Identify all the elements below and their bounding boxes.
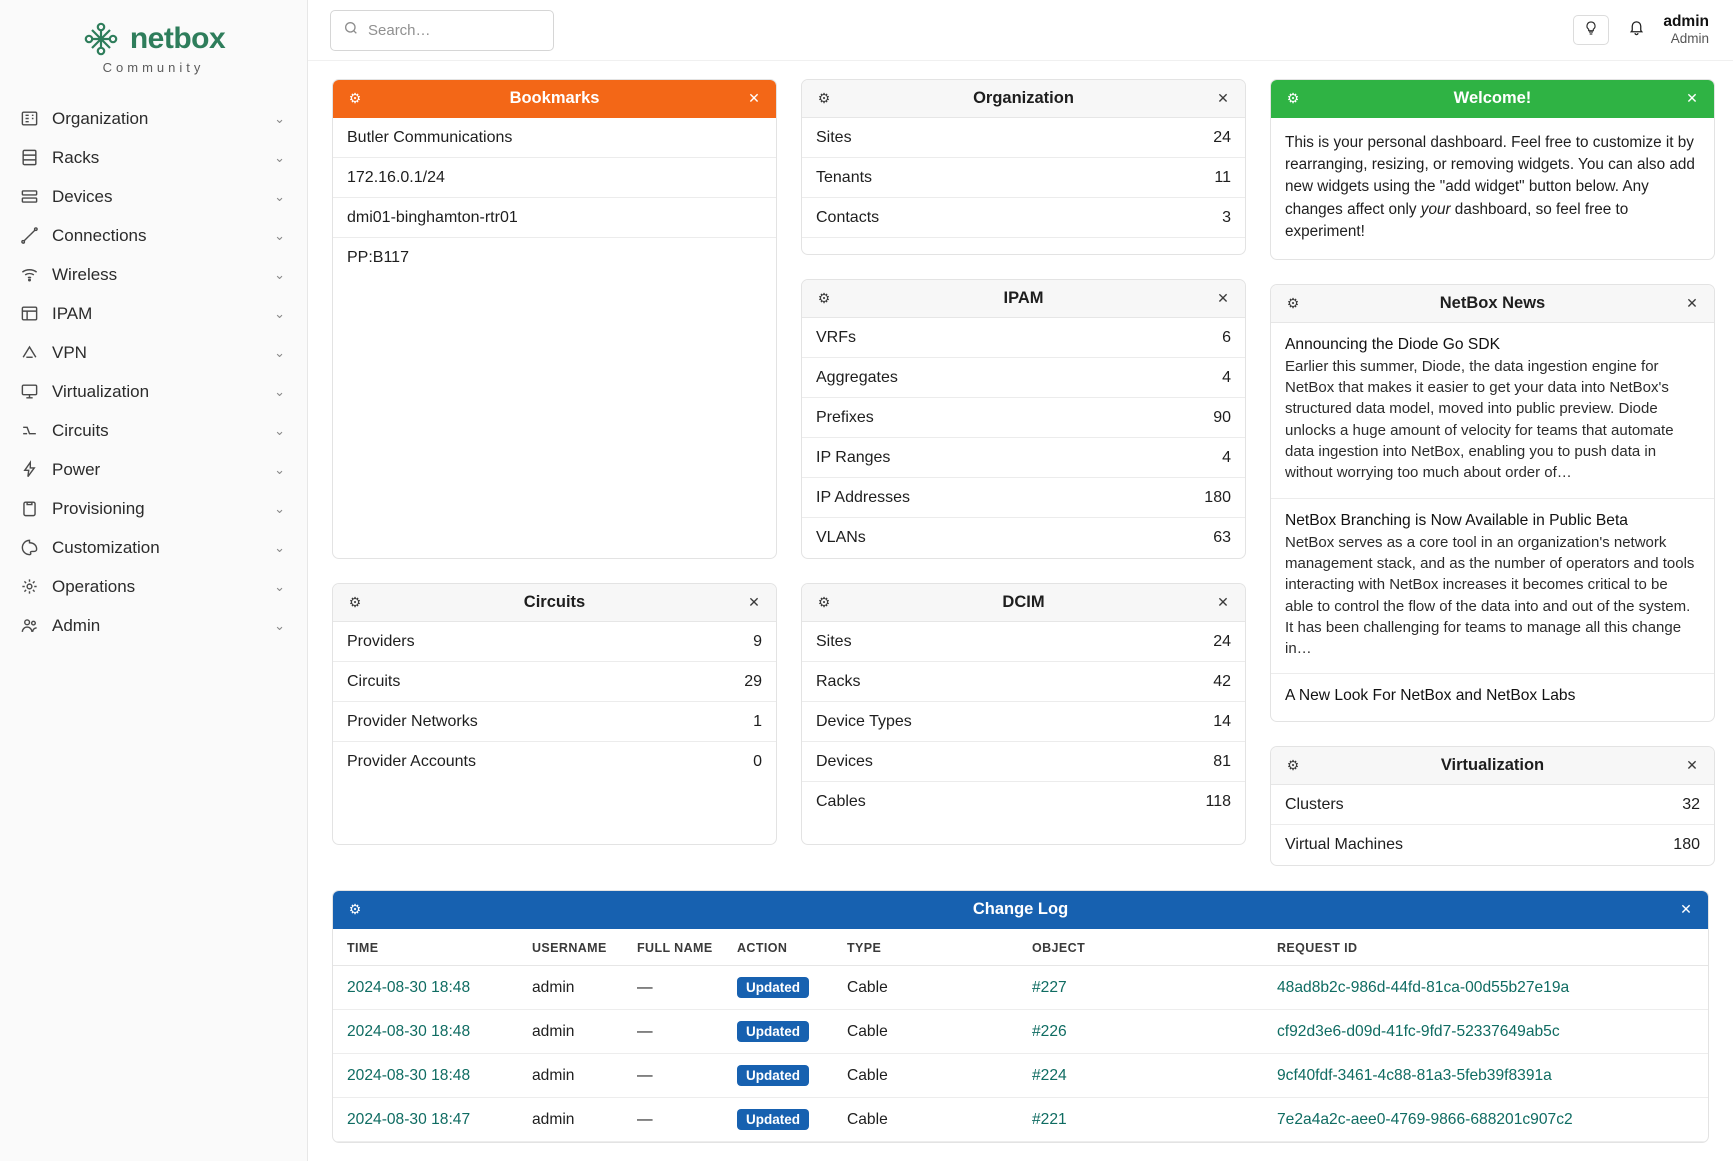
news-title: Announcing the Diode Go SDK [1285,335,1500,353]
widget-welcome [1270,79,1715,260]
topbar-right [1573,12,1709,48]
gear-icon[interactable]: ⚙ [348,90,362,106]
stat-label: Sites [816,632,852,650]
changelog-request-id-link[interactable]: 7e2a4a2c-aee0-4769-9866-688201c907c2 [1277,1110,1573,1128]
widget-header [802,80,1245,118]
list-item[interactable] [802,518,1245,558]
stat-label: IP Addresses [816,488,910,506]
sidebar-item-operations[interactable] [0,567,307,606]
widget-body [802,118,1245,254]
widget-header [333,584,776,622]
brand[interactable] [0,8,307,93]
list-item[interactable] [802,438,1245,478]
changelog-type: Cable [833,1054,1018,1098]
user-name: admin [1663,12,1709,30]
stat-label: Tenants [816,168,873,186]
changelog-type: Cable [833,1010,1018,1054]
widget-body [333,622,776,782]
sidebar-item-label: VPN [52,342,87,362]
stat-label: Provider Networks [347,712,478,730]
widget-organization [801,79,1246,255]
close-icon[interactable]: ✕ [748,594,760,610]
widget-title: IPAM [1003,289,1044,307]
stat-value: 3 [1222,208,1231,226]
news-item[interactable] [1271,499,1714,675]
list-item[interactable] [802,742,1245,782]
search-input[interactable] [368,22,541,39]
welcome-text-emphasis: your [1420,200,1451,218]
bookmark-label: 172.16.0.1/24 [347,168,445,186]
widget-body [1271,785,1714,865]
changelog-time-link[interactable]: 2024-08-30 18:48 [347,978,471,996]
server-icon [20,187,46,207]
stat-value: 4 [1222,448,1231,466]
spacer [802,238,1245,254]
stat-value: 0 [753,753,762,770]
chevron-down-icon: ⌄ [274,578,285,594]
list-item[interactable] [802,662,1245,702]
stat-label: Provider Accounts [347,753,476,770]
changelog-username: admin [518,966,623,1010]
list-item[interactable] [802,782,1245,822]
widget-netbox-news [1270,284,1715,723]
stat-value: 42 [1213,672,1231,690]
chevron-down-icon: ⌄ [274,188,285,204]
list-item[interactable] [802,118,1245,158]
column-username: USERNAME [518,929,623,966]
sidebar-item-admin[interactable] [0,606,307,645]
table-row[interactable] [333,1098,1708,1142]
chevron-down-icon: ⌄ [274,266,285,282]
changelog-username: admin [518,1010,623,1054]
bookmark-label: PP:B117 [347,249,409,266]
changelog-type: Cable [833,966,1018,1010]
sidebar-item-ipam[interactable] [0,294,307,333]
changelog-fullname: — [623,1098,723,1142]
column-request-id: REQUEST ID [1263,929,1708,966]
users-icon [20,616,46,636]
table-header [333,929,1708,966]
list-item[interactable] [802,158,1245,198]
stat-label: Aggregates [816,368,898,386]
stat-label: VRFs [816,328,856,346]
chevron-down-icon: ⌄ [274,344,285,360]
list-item[interactable] [802,358,1245,398]
stat-value: 90 [1213,408,1231,426]
stat-value: 180 [1673,836,1700,854]
stat-label: Racks [816,672,861,690]
table-row[interactable] [333,966,1708,1010]
column-action: ACTION [723,929,833,966]
close-icon[interactable]: ✕ [1217,290,1229,306]
stat-value: 6 [1222,328,1231,346]
widget-title: Change Log [972,900,1069,919]
palette-icon [20,538,46,558]
changelog-object-link[interactable]: #227 [1032,978,1067,996]
list-item[interactable] [333,118,776,158]
news-title: NetBox Branching is Now Available in Public Beta [1285,511,1628,529]
sidebar-nav [0,99,307,645]
stat-value: 63 [1213,529,1231,546]
table-row[interactable] [333,1010,1708,1054]
list-item[interactable] [333,742,776,782]
list-item[interactable] [802,198,1245,238]
netbox-logo-icon [82,20,120,58]
chevron-down-icon: ⌄ [274,110,285,126]
sidebar-item-label: Wireless [52,264,118,284]
stat-value: 9 [753,632,762,650]
stat-label: IP Ranges [816,448,891,466]
sidebar-item-label: Virtualization [52,381,150,401]
changelog-object-link[interactable]: #221 [1032,1110,1067,1128]
list-item[interactable] [802,398,1245,438]
list-item[interactable] [1271,825,1714,865]
chevron-down-icon: ⌄ [274,422,285,438]
list-item[interactable] [333,702,776,742]
sidebar-item-label: Operations [52,576,136,596]
column-fullname: FULL NAME [623,929,723,966]
stat-label: VLANs [816,529,866,546]
list-item[interactable] [333,158,776,198]
close-icon[interactable]: ✕ [1217,594,1229,610]
changelog-time-link[interactable]: 2024-08-30 18:47 [347,1110,471,1128]
widget-circuits [332,583,777,845]
sidebar-item-wireless[interactable] [0,255,307,294]
close-icon[interactable]: ✕ [1217,90,1229,106]
bookmark-label: Butler Communications [347,128,513,146]
sidebar-item-power[interactable] [0,450,307,489]
dashboard [308,61,1733,866]
changelog-object-link[interactable]: #226 [1032,1022,1067,1040]
list-item[interactable] [333,198,776,238]
list-item[interactable] [802,478,1245,518]
welcome-text-part1: This is your personal dashboard. Feel free to customize it by rearranging, resizing, or removing widgets. You can also add new widgets using the "add widget" button below. Any changes affect only [1285,134,1695,218]
dashboard-column-2 [801,79,1246,866]
stat-label: Circuits [347,672,401,690]
sidebar-item-label: Customization [52,537,160,557]
chevron-down-icon: ⌄ [274,539,285,555]
chevron-down-icon: ⌄ [274,461,285,477]
widget-title: NetBox News [1439,293,1546,312]
gear-icon[interactable]: ⚙ [817,90,831,106]
stat-label: Providers [347,632,415,650]
stat-value: 29 [744,672,762,690]
stat-value: 118 [1205,793,1231,810]
sidebar-item-connections[interactable] [0,216,307,255]
list-item[interactable] [802,702,1245,742]
widget-body [802,318,1245,558]
close-icon[interactable]: ✕ [1680,901,1692,918]
notifications-button[interactable] [1623,16,1649,44]
dashboard-column-1 [332,79,777,866]
widget-title: Bookmarks [509,89,600,107]
changelog-fullname: — [623,1054,723,1098]
column-object: OBJECT [1018,929,1263,966]
table-header-row [333,929,1708,966]
stat-label: Device Types [816,712,912,730]
changelog-time-link[interactable]: 2024-08-30 18:48 [347,1022,471,1040]
chevron-down-icon: ⌄ [274,383,285,399]
stat-value: 180 [1204,488,1231,506]
widget-title: Welcome! [1453,89,1532,107]
brand-subtitle: Community [102,60,205,75]
gear-icon[interactable]: ⚙ [348,901,362,918]
gear-icon[interactable]: ⚙ [1286,294,1300,311]
stat-label: Devices [816,752,873,770]
news-body: NetBox serves as a core tool in an organization's network management stack, and as the number of operators and tools interacting with NetBox increases it becomes critical to be able to control the flow of the data into and out of the system. It has been challenging for teams to manage all this change in… [1285,533,1695,658]
brand-name: netbox [129,22,226,55]
sidebar-item-label: Provisioning [52,498,145,518]
domain-icon [20,109,46,129]
stat-value: 4 [1222,368,1231,386]
close-icon[interactable]: ✕ [1686,757,1698,774]
table-row[interactable] [333,1054,1708,1098]
changelog-fullname: — [623,966,723,1010]
widget-header [1271,80,1714,118]
sidebar-item-organization[interactable] [0,99,307,138]
sidebar-item-vpn[interactable] [0,333,307,372]
list-item[interactable] [333,662,776,702]
column-type: TYPE [833,929,1018,966]
user-role: Admin [1670,31,1709,47]
chevron-down-icon: ⌄ [274,305,285,321]
widget-body [802,622,1245,822]
sidebar [0,0,308,1161]
sidebar-item-label: Devices [52,186,113,206]
stat-value: 32 [1682,795,1700,813]
widget-ipam [801,279,1246,559]
search-box[interactable] [330,10,554,51]
rack-icon [20,148,46,168]
monitor-icon [20,382,46,402]
close-icon[interactable]: ✕ [748,90,760,106]
gear-icon[interactable]: ⚙ [817,594,831,610]
widget-header [333,891,1708,929]
sidebar-item-label: IPAM [52,303,93,323]
changelog-request-id-link[interactable]: cf92d3e6-d09d-41fc-9fd7-52337649ab5c [1277,1022,1560,1040]
widget-body [1271,323,1714,722]
widget-change-log [332,890,1709,1143]
stat-value: 81 [1213,752,1231,770]
sidebar-item-label: Power [52,459,101,479]
gear-icon[interactable]: ⚙ [348,594,362,610]
sidebar-item-label: Circuits [52,420,109,440]
widget-title: DCIM [1002,593,1045,611]
sidebar-item-label: Connections [52,225,147,245]
sidebar-item-label: Admin [52,615,101,635]
widget-header [802,280,1245,318]
stat-value: 1 [753,712,762,730]
welcome-text-part2: dashboard, so feel free to experiment! [1285,200,1629,240]
column-time: TIME [333,929,518,966]
bookmark-label: dmi01-binghamton-rtr01 [347,208,518,226]
list-item[interactable] [802,318,1245,358]
chevron-down-icon: ⌄ [274,149,285,165]
power-icon [20,460,46,480]
stat-value: 14 [1213,712,1231,730]
close-icon[interactable]: ✕ [1686,90,1698,106]
widget-title: Virtualization [1440,756,1545,775]
changelog-type: Cable [833,1098,1018,1142]
sidebar-item-racks[interactable] [0,138,307,177]
circuit-icon [20,421,46,441]
gear-icon[interactable]: ⚙ [1286,757,1300,774]
widget-title: Circuits [523,593,586,611]
changelog-time-link[interactable]: 2024-08-30 18:48 [347,1066,471,1084]
sidebar-item-label: Organization [52,108,149,128]
widget-body [333,118,776,278]
chevron-down-icon: ⌄ [274,227,285,243]
stat-label: Contacts [816,208,880,226]
gear-icon[interactable]: ⚙ [817,290,831,306]
stat-value: 24 [1213,128,1231,146]
status-badge: Updated [737,1021,809,1042]
stat-label: Clusters [1285,795,1344,813]
search-icon [343,20,359,41]
table-body [333,966,1708,1142]
user-menu[interactable] [1663,12,1709,48]
clipboard-icon [20,499,46,519]
stat-label: Prefixes [816,408,874,426]
status-badge: Updated [737,977,809,998]
widget-body [1271,118,1714,259]
status-badge: Updated [737,1109,809,1130]
cog-icon [20,577,46,597]
news-title: A New Look For NetBox and NetBox Labs [1285,687,1576,705]
widget-header [802,584,1245,622]
wifi-icon [20,265,46,285]
changelog-username: admin [518,1098,623,1142]
sidebar-item-customization[interactable] [0,528,307,567]
sidebar-item-label: Racks [52,147,100,167]
main-area [308,0,1733,1161]
sidebar-item-provisioning[interactable] [0,489,307,528]
list-item[interactable] [802,622,1245,662]
stat-value: 11 [1214,168,1231,186]
widget-header [1271,747,1714,785]
gear-icon[interactable]: ⚙ [1286,90,1300,106]
changelog-fullname: — [623,1010,723,1054]
list-item[interactable] [333,622,776,662]
widget-dcim [801,583,1246,845]
news-item[interactable] [1271,674,1714,721]
widget-header [1271,285,1714,323]
stat-value: 24 [1213,632,1231,650]
changelog-username: admin [518,1054,623,1098]
lightbulb-icon [1583,20,1599,41]
widget-header [333,80,776,118]
stat-label: Cables [816,793,866,810]
dashboard-column-3 [1270,79,1715,866]
changelog-object-link[interactable]: #224 [1032,1066,1067,1084]
chevron-down-icon: ⌄ [274,500,285,516]
theme-toggle-button[interactable] [1573,15,1609,45]
widget-title: Organization [973,89,1074,107]
news-body: Earlier this summer, Diode, the data ingestion engine for NetBox that makes it easier to get your data into NetBox's structured data model, moved into public preview. Diode unlocks a huge amount of velocity for teams that automate data ingestion into NetBox, enabling you to push data in without worrying too much about order of… [1285,357,1674,482]
stat-label: Virtual Machines [1285,836,1403,854]
close-icon[interactable]: ✕ [1686,294,1698,311]
sidebar-item-virtualization[interactable] [0,372,307,411]
vpn-icon [20,343,46,363]
ip-icon [20,304,46,324]
news-item[interactable] [1271,323,1714,499]
connection-icon [20,226,46,246]
list-item[interactable] [1271,785,1714,825]
sidebar-item-devices[interactable] [0,177,307,216]
changelog-request-id-link[interactable]: 9cf40fdf-3461-4c88-81a3-5feb39f8391a [1277,1066,1552,1084]
changelog-request-id-link[interactable]: 48ad8b2c-986d-44fd-81ca-00d55b27e19a [1277,978,1570,996]
sidebar-item-circuits[interactable] [0,411,307,450]
status-badge: Updated [737,1065,809,1086]
chevron-down-icon: ⌄ [274,617,285,633]
widget-virtualization [1270,746,1715,866]
stat-label: Sites [816,128,852,146]
topbar [308,0,1733,61]
list-item[interactable] [333,238,776,278]
change-log-table [333,929,1708,1142]
widget-bookmarks [332,79,777,559]
bell-icon [1628,19,1645,41]
